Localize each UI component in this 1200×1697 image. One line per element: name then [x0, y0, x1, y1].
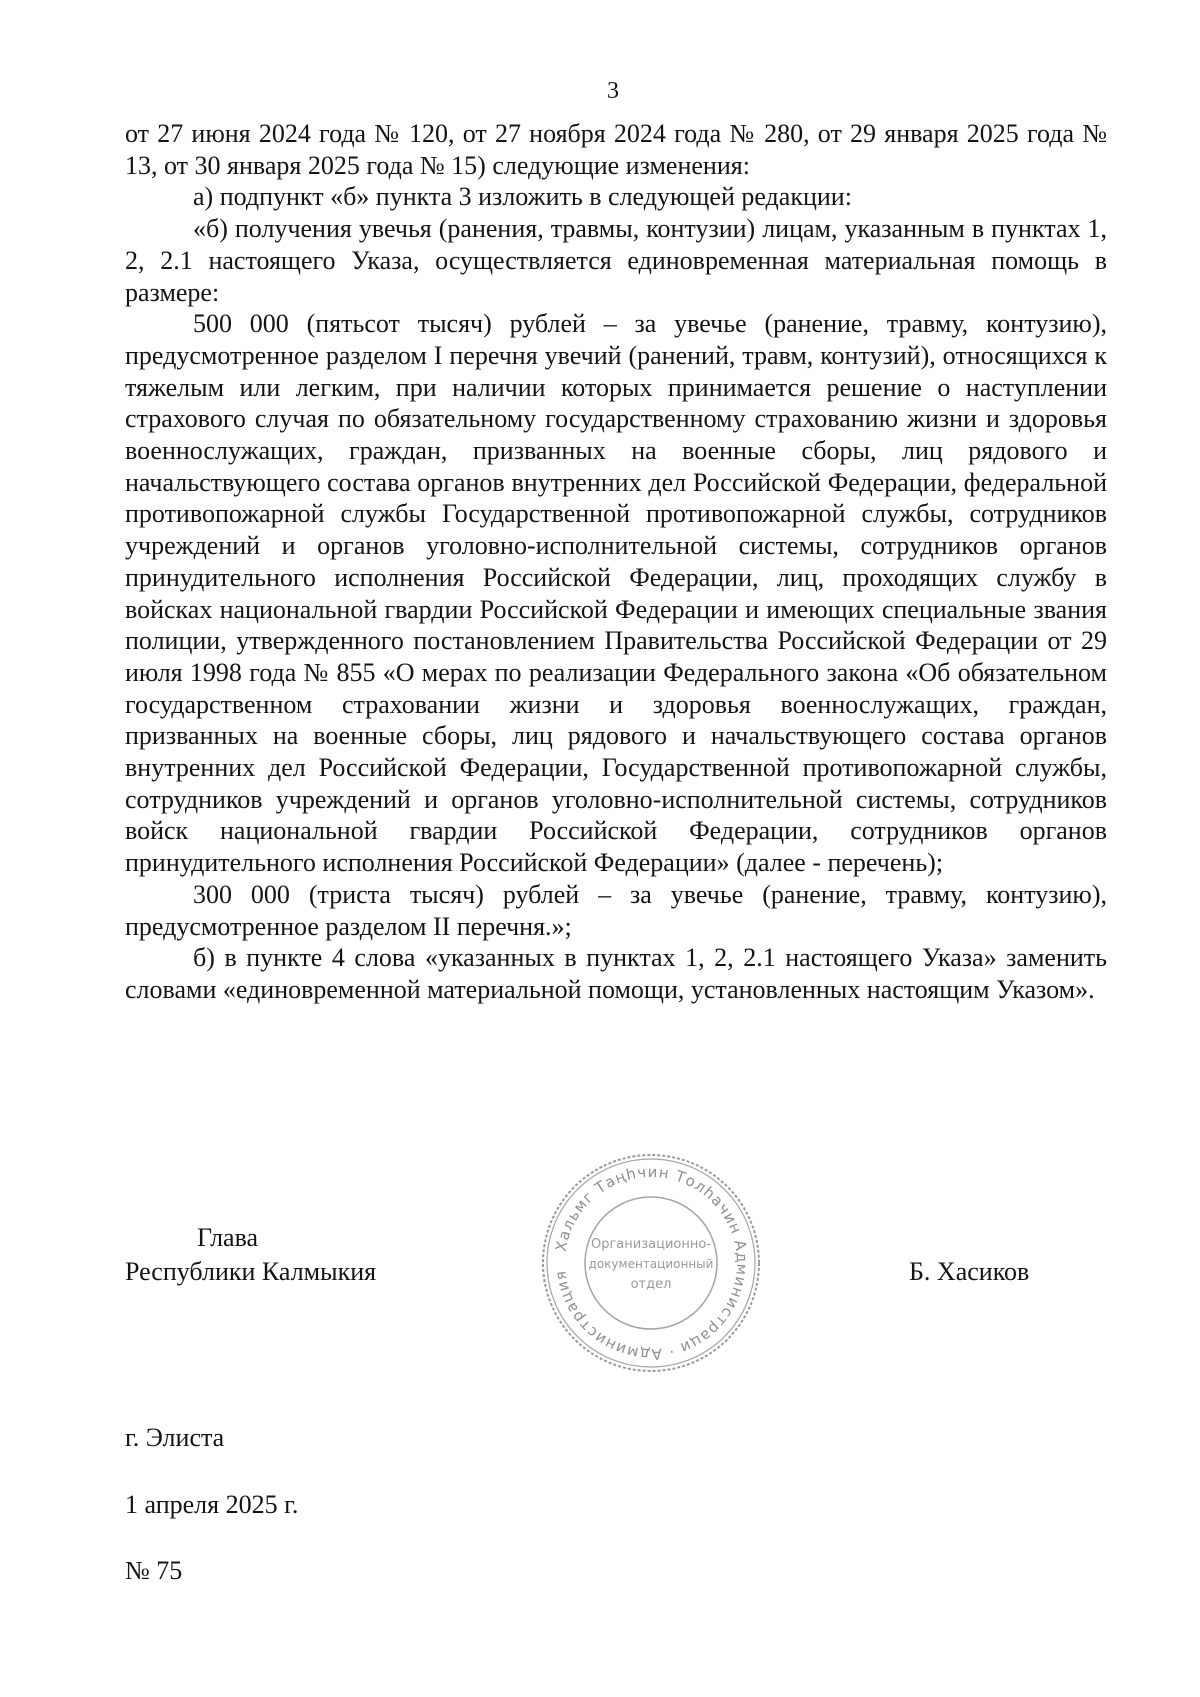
signatory-name: Б. Хасиков: [909, 1257, 1030, 1286]
stamp-inner-line2: документационный: [588, 1257, 714, 1271]
issue-city: г. Элиста: [125, 1423, 225, 1452]
paragraph-amount-500000: 500 000 (пятьсот тысяч) рублей – за увечье (ранение, травму, контузию), предусмотренное разделом I перечня увечий (ранений, травм, контузий), относящихся к тяжелым или легким, при наличии которых принимается решение о наступлении страхового случая по обязательному государственному страхованию жизни и здоровья военнослужащих, граждан, призванных на военные сборы, лиц рядового и начальствующего состава органов внутренних дел Российской Федерации, федеральной противопожарной службы Государственной противопожарной службы, сотрудников учреждений и органов уголовно-исполнительной системы, сотрудников органов принудительного исполнения Российской Федерации, лиц, проходящих службу в войсках национальной гвардии Российской Федерации и имеющих специальные звания полиции, утвержденного постановлением Правительства Российской Федерации от 29 июля 1998 года № 855 «О мерах по реализации Федерального закона «Об обязательном государственном страховании жизни и здоровья военнослужащих, граждан, призванных на военные сборы, лиц рядового и начальствующего состава органов внутренних дел Российской Федерации, Государственной противопожарной службы, сотрудников учреждений и органов уголовно-исполнительной системы, сотрудников войск национальной гвардии Российской Федерации, сотрудников органов принудительного исполнения Российской Федерации» (далее - перечень);: [125, 309, 1107, 878]
paragraph-continuation: от 27 июня 2024 года № 120, от 27 ноября 2024 года № 280, от 29 января 2025 года № 13, от 30 января 2025 года № 15) следующие изменения:: [125, 119, 1107, 180]
stamp-inner-line1: Организационно-: [590, 1237, 712, 1252]
signatory-title-line1: Глава: [197, 1223, 259, 1252]
document-body: [125, 118, 1107, 1006]
page-number: 3: [607, 78, 619, 104]
paragraph-item-b: б) в пункте 4 слова «указанных в пунктах 1, 2, 2.1 настоящего Указа» заменить словами «единовременной материальной помощи, установленных настоящим Указом».: [125, 943, 1107, 1004]
paragraph-subitem-b-text: «б) получения увечья (ранения, травмы, контузии) лицам, указанным в пунктах 1, 2, 2.1 настоящего Указа, осуществляется единовременная материальная помощь в размере:: [125, 214, 1107, 307]
decree-number: № 75: [125, 1556, 183, 1585]
signatory-title: [125, 1221, 376, 1289]
stamp-outer-text: Хальмг Таңһчин Толһачин Администраци · Администрация: [551, 1162, 752, 1364]
issue-date: 1 апреля 2025 г.: [125, 1490, 299, 1519]
official-seal-stamp: [538, 1150, 764, 1376]
paragraph-amount-300000: 300 000 (триста тысяч) рублей – за увечье (ранение, травму, контузию), предусмотренное разделом II перечня.»;: [125, 879, 1107, 941]
signatory-title-line2: Республики Калмыкия: [125, 1257, 377, 1286]
stamp-inner-line3: отдел: [630, 1277, 672, 1292]
paragraph-item-a: а) подпункт «б» пункта 3 изложить в следующей редакции:: [193, 182, 852, 212]
